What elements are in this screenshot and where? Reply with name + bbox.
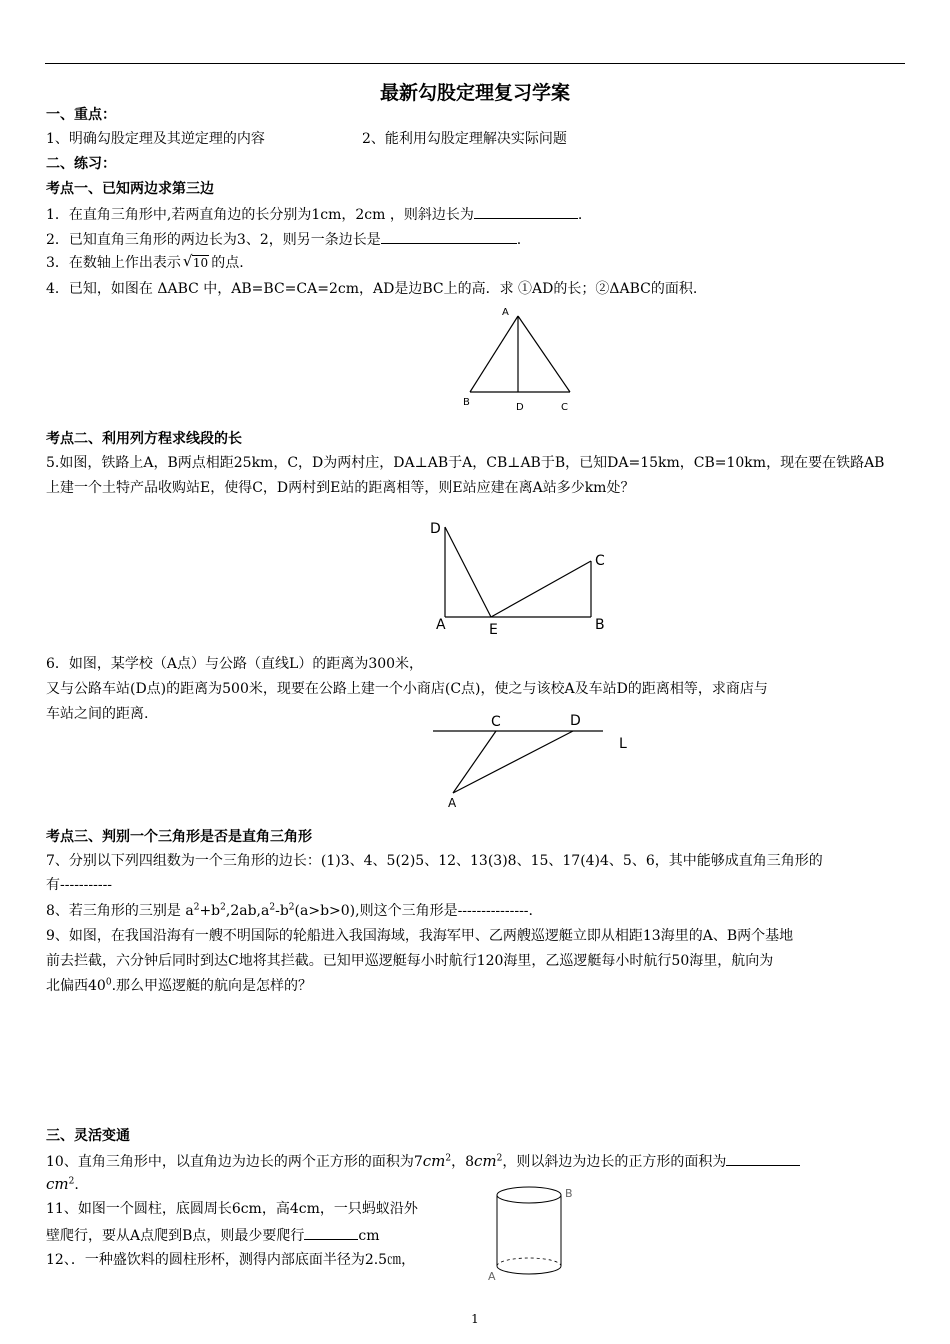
label-d: D — [570, 713, 581, 729]
label-a: A — [448, 796, 457, 810]
label-b: B — [565, 1187, 573, 1200]
question-10-line-1: 10、直角三角形中，以直角边为边长的两个正方形的面积为$7cm^2$，$8cm^2$，则以斜边为边长的正方形的面积为 — [46, 1151, 800, 1171]
segment-da — [453, 731, 573, 793]
label-b: B — [595, 617, 605, 633]
label-b: B — [463, 397, 470, 408]
topic-heading-1: 考点一、已知两边求第三边 — [46, 181, 214, 197]
question-2: 2．已知直角三角形的两边长为3、2，则另一条边长是 . — [46, 229, 521, 249]
segment-de — [445, 527, 491, 617]
label-c: C — [491, 714, 501, 730]
question-9-line-2: 前去拦截，六分钟后同时到达C地将其拦截。已知甲巡逻艇每小时航行120海里，乙巡逻艇每小时航行50海里，航向为 — [46, 953, 774, 969]
page-title: 最新勾股定理复习学案 — [379, 82, 570, 104]
figure-road — [425, 708, 640, 816]
label-a: A — [436, 617, 446, 633]
section-heading-3: 三、灵活变通 — [46, 1128, 130, 1144]
label-e: E — [489, 622, 498, 638]
label-d: D — [430, 521, 441, 537]
cylinder-bottom-front — [497, 1266, 561, 1274]
sqrt-radicand: 10 — [192, 256, 209, 270]
question-6-line-2: 又与公路车站(D点)的距离为500米，现要在公路上建一个小商店(C点)，使之与该校A及车站D的距离相等，求商店与 — [46, 681, 768, 697]
sqrt-symbol: √ 10 — [182, 252, 209, 270]
question-10-line-2: $cm^2$. — [46, 1175, 79, 1193]
label-a: A — [502, 307, 509, 318]
question-12-line-1: 12、．一种盛饮料的圆柱形杯，测得内部底面半径为2.5㎝， — [46, 1252, 416, 1268]
question-9-line-3: 北偏西$40^0$.那么甲巡逻艇的航向是怎样的？ — [46, 977, 313, 994]
figure-cylinder — [488, 1180, 588, 1288]
answer-blank-11[interactable] — [304, 1225, 358, 1240]
question-5-line-2: 上建一个土特产品收购站E，使得C，D两村到E站的距离相等，则E站应建在离A站多少km处？ — [46, 480, 635, 496]
question-7-line-1: 7、分别以下列四组数为一个三角形的边长：(1)3、4、5(2)5、12、13(3)8、15、17(4)4、5、6，其中能够成直角三角形的 — [46, 853, 823, 869]
question-1: 1．在直角三角形中,若两直角边的长分别为1cm，2cm ，则斜边长为 . — [46, 204, 582, 224]
question-4: 4．已知，如图在 ΔABC 中，AB=BC=CA=2cm，AD是边BC上的高．求 ①AD的长；②ΔABC的面积. — [46, 281, 698, 297]
question-7-line-2: 有----------- — [46, 877, 113, 893]
question-1-text: 1．在直角三角形中,若两直角边的长分别为1cm，2cm ，则斜边长为 — [46, 207, 474, 223]
label-c: C — [561, 402, 568, 413]
label-l: L — [619, 736, 627, 752]
label-d: D — [516, 402, 524, 413]
question-3-text-a: 3．在数轴上作出表示 — [46, 255, 181, 271]
question-11-line-1: 11、如图一个圆柱，底圆周长6cm，高4cm，一只蚂蚁沿外 — [46, 1201, 418, 1217]
figure-railway — [425, 515, 620, 640]
question-2-text: 2．已知直角三角形的两边长为3、2，则另一条边长是 — [46, 232, 381, 248]
question-11-line-2: 壁爬行，要从A点爬到B点，则最少要爬行 cm — [46, 1225, 380, 1245]
cylinder-top — [497, 1187, 561, 1203]
question-8: 8、若三角形的三别是 $a^2+b^2,2ab,a^2-b^2(a>b>0)$,则这个三角形是---------------. — [46, 902, 533, 919]
answer-blank-1[interactable] — [474, 204, 578, 219]
question-6-line-1: 6．如图，某学校（A点）与公路（直线L）的距离为300米， — [46, 656, 424, 672]
key-point-1: 1、明确勾股定理及其逆定理的内容 — [46, 131, 265, 147]
figure-triangle-abc — [455, 302, 585, 414]
topic-heading-2: 考点二、利用列方程求线段的长 — [46, 431, 242, 447]
question-3 — [46, 254, 244, 272]
label-a: A — [488, 1270, 496, 1283]
label-c: C — [595, 553, 605, 569]
question-6-line-3: 车站之间的距离. — [46, 706, 149, 722]
segment-ec — [491, 561, 591, 617]
answer-blank-2[interactable] — [381, 229, 517, 244]
page-number: 1 — [471, 1312, 479, 1326]
topic-heading-3: 考点三、判别一个三角形是否是直角三角形 — [46, 829, 312, 845]
section-heading-2: 二、练习： — [46, 156, 116, 172]
question-3-text-b: 的点. — [211, 255, 244, 271]
section-heading-1: 一、重点： — [46, 107, 116, 123]
question-5-line-1: 5.如图，铁路上A，B两点相距25km，C，D为两村庄，DA⊥AB于A，CB⊥AB于B，已知DA=15km，CB=10km，现在要在铁路AB — [46, 455, 885, 471]
side-ab — [470, 316, 518, 392]
segment-ca — [453, 731, 496, 793]
answer-blank-10[interactable] — [726, 1151, 800, 1166]
cylinder-bottom-back — [497, 1258, 561, 1266]
side-ac — [518, 316, 570, 392]
header-rule — [45, 63, 905, 64]
key-point-2: 2、能利用勾股定理解决实际问题 — [362, 131, 567, 147]
question-9-line-1: 9、如图，在我国沿海有一艘不明国际的轮船进入我国海域，我海军甲、乙两艘巡逻艇立即从相距13海里的A、B两个基地 — [46, 928, 794, 944]
